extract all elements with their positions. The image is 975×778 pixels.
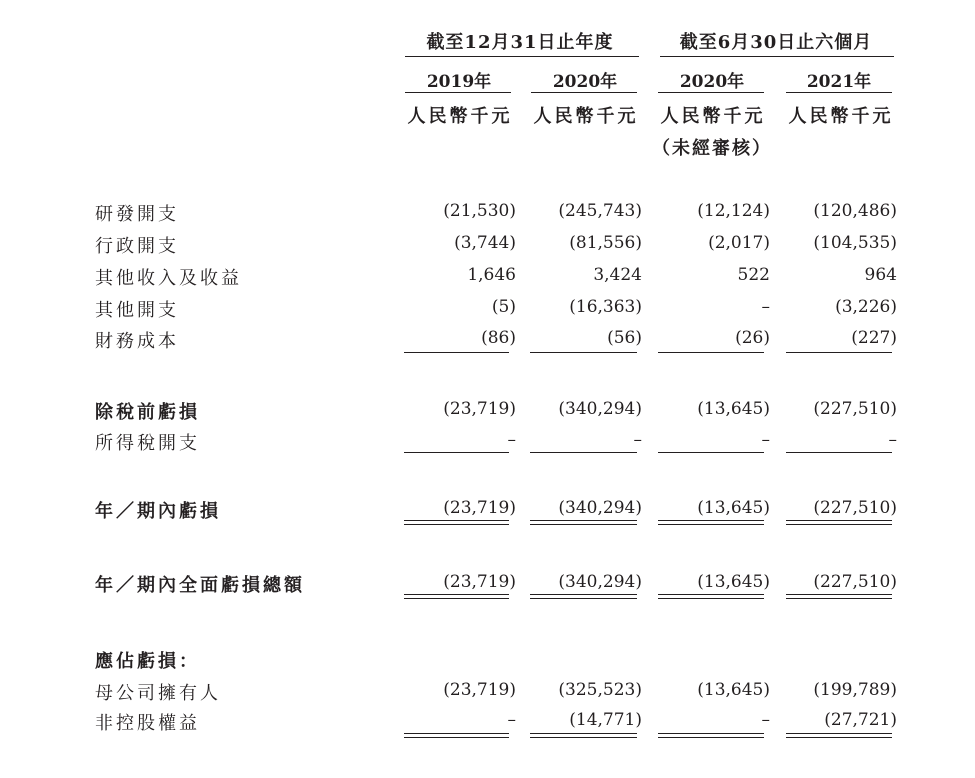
total-double-underline — [786, 520, 892, 525]
header-year-underline — [786, 92, 892, 93]
row-label: 其他收入及收益 — [95, 268, 242, 289]
cell-value: (227,510) — [813, 572, 897, 592]
header-year: 2020年 — [552, 72, 618, 92]
cell-value: – — [507, 430, 516, 450]
header-unit: 人民幣千元 — [533, 106, 639, 127]
header-group-year-ended: 截至12月31日止年度 — [426, 32, 614, 53]
cell-value: (245,743) — [558, 201, 642, 221]
total-double-underline — [530, 594, 637, 599]
cell-value: (86) — [481, 328, 516, 348]
total-double-underline — [786, 733, 892, 738]
total-double-underline — [530, 733, 637, 738]
row-label: 除稅前虧損 — [95, 402, 200, 423]
cell-value: (325,523) — [558, 680, 642, 700]
cell-value: (227,510) — [813, 498, 897, 518]
cell-value: (13,645) — [697, 572, 770, 592]
header-year: 2021年 — [806, 72, 872, 92]
subtotal-underline — [530, 452, 637, 453]
header-year: 2020年 — [679, 72, 745, 92]
header-group-six-months: 截至6月30日止六個月 — [679, 32, 873, 53]
cell-value: – — [888, 430, 897, 450]
row-label: 其他開支 — [95, 300, 179, 321]
header-group-underline — [405, 56, 639, 57]
cell-value: (227) — [851, 328, 897, 348]
total-double-underline — [404, 520, 509, 525]
cell-value: (227,510) — [813, 399, 897, 419]
row-label: 年／期內虧損 — [95, 501, 221, 522]
total-double-underline — [658, 594, 764, 599]
row-label: 研發開支 — [95, 204, 179, 225]
cell-value: 3,424 — [593, 265, 642, 285]
cell-value: (23,719) — [443, 572, 516, 592]
total-double-underline — [658, 520, 764, 525]
cell-value: (3,226) — [835, 297, 897, 317]
row-label: 應佔虧損： — [95, 651, 200, 672]
cell-value: (120,486) — [813, 201, 897, 221]
cell-value: – — [633, 430, 642, 450]
subtotal-underline — [530, 352, 637, 353]
cell-value: (3,744) — [454, 233, 516, 253]
cell-value: (2,017) — [708, 233, 770, 253]
cell-value: (27,721) — [824, 710, 897, 730]
header-unaudited-note: （未經審核） — [652, 138, 772, 159]
header-unit: 人民幣千元 — [660, 106, 766, 127]
subtotal-underline — [404, 352, 509, 353]
cell-value: (13,645) — [697, 680, 770, 700]
header-unit: 人民幣千元 — [788, 106, 894, 127]
total-double-underline — [658, 733, 764, 738]
cell-value: 964 — [864, 265, 897, 285]
subtotal-underline — [658, 452, 764, 453]
cell-value: (16,363) — [569, 297, 642, 317]
header-year-underline — [658, 92, 764, 93]
cell-value: (23,719) — [443, 498, 516, 518]
total-double-underline — [404, 594, 509, 599]
cell-value: (23,719) — [443, 399, 516, 419]
cell-value: (81,556) — [569, 233, 642, 253]
cell-value: 1,646 — [467, 265, 516, 285]
cell-value: (13,645) — [697, 399, 770, 419]
cell-value: (340,294) — [558, 399, 642, 419]
cell-value: (12,124) — [697, 201, 770, 221]
row-label: 非控股權益 — [95, 713, 200, 734]
cell-value: – — [507, 710, 516, 730]
cell-value: (14,771) — [569, 710, 642, 730]
row-label: 所得稅開支 — [95, 433, 200, 454]
cell-value: (26) — [735, 328, 770, 348]
subtotal-underline — [786, 452, 892, 453]
cell-value: (23,719) — [443, 680, 516, 700]
row-label: 行政開支 — [95, 236, 179, 257]
cell-value: – — [761, 297, 770, 317]
cell-value: – — [761, 710, 770, 730]
cell-value: – — [761, 430, 770, 450]
cell-value: (21,530) — [443, 201, 516, 221]
header-year: 2019年 — [426, 72, 492, 92]
cell-value: (340,294) — [558, 572, 642, 592]
total-double-underline — [786, 594, 892, 599]
cell-value: (104,535) — [813, 233, 897, 253]
cell-value: (340,294) — [558, 498, 642, 518]
cell-value: (5) — [491, 297, 516, 317]
row-label: 年／期內全面虧損總額 — [95, 575, 305, 596]
header-unit: 人民幣千元 — [407, 106, 513, 127]
cell-value: (199,789) — [813, 680, 897, 700]
total-double-underline — [530, 520, 637, 525]
subtotal-underline — [404, 452, 509, 453]
header-year-underline — [531, 92, 637, 93]
cell-value: (56) — [607, 328, 642, 348]
header-year-underline — [405, 92, 511, 93]
cell-value: (13,645) — [697, 498, 770, 518]
cell-value: 522 — [737, 265, 770, 285]
total-double-underline — [404, 733, 509, 738]
header-group-underline — [660, 56, 894, 57]
row-label: 母公司擁有人 — [95, 683, 221, 704]
subtotal-underline — [786, 352, 892, 353]
subtotal-underline — [658, 352, 764, 353]
row-label: 財務成本 — [95, 331, 179, 352]
